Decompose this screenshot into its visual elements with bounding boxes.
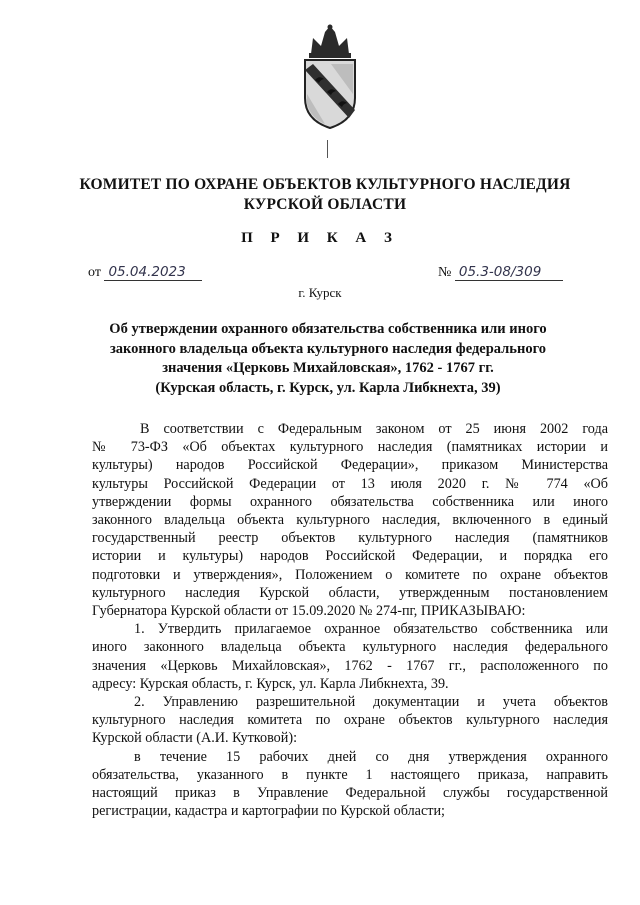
coat-of-arms-icon bbox=[291, 24, 369, 130]
title-line: законного владельца объекта культурного наследия федерального bbox=[109, 340, 547, 357]
document-title bbox=[100, 320, 556, 398]
document-city: г. Курск bbox=[298, 285, 342, 300]
body-line: утверждении формы охранного обязательства собственника или иного bbox=[92, 493, 608, 510]
title-line: значения «Церковь Михайловская», 1762 - 1767 гг. bbox=[162, 360, 494, 376]
document-number bbox=[438, 264, 563, 281]
body-line: 2. Управлению разрешительной документации и учета объектов bbox=[134, 694, 608, 711]
body-line: настоящий приказ в Управление Федеральной службы государственной bbox=[92, 785, 608, 802]
number-prefix: № bbox=[438, 265, 452, 280]
document-date bbox=[88, 264, 202, 281]
document-type: П Р И К А З bbox=[241, 230, 399, 246]
date-prefix: от bbox=[88, 265, 101, 280]
body-line: культуры) народов Российской Федерации», приказом Министерства bbox=[92, 457, 608, 474]
body-line: В соответствии с Федеральным законом от 25 июня 2002 года bbox=[140, 421, 608, 437]
body-line: адресу: Курская область, г. Курск, ул. Карла Либкнехта, 39. bbox=[92, 675, 449, 692]
body-line: Курской области (А.И. Кутковой): bbox=[92, 730, 298, 747]
body-line: № 73-ФЗ «Об объектах культурного наследия (памятниках истории и bbox=[92, 439, 608, 456]
number-value: 05.3-08/309 bbox=[455, 264, 563, 281]
body-line: Губернатора Курской области от 15.09.2020 № 274-пг, ПРИКАЗЫВАЮ: bbox=[92, 603, 526, 620]
date-value: 05.04.2023 bbox=[104, 264, 202, 281]
body-line: культурного наследия Курской области, утвержденным постановлением bbox=[92, 584, 608, 601]
body-line: подготовки и утверждения», Положением о комитете по охране объектов bbox=[92, 566, 608, 583]
body-line: иного законного владельца объекта культурного наследия федерального bbox=[92, 639, 608, 656]
body-line: в течение 15 рабочих дней со дня утверждения охранного bbox=[134, 748, 608, 765]
organization-region: КУРСКОЙ ОБЛАСТИ bbox=[243, 196, 407, 213]
body-line: государственный реестр объектов культурного наследия (памятников bbox=[92, 530, 608, 547]
body-line: истории и культуры) народов Российской Федерации, и порядка его bbox=[92, 548, 608, 565]
document-body bbox=[92, 420, 608, 820]
body-line: культуры Российской Федерации от 13 июля 2020 г. № 774 «Об bbox=[92, 475, 608, 492]
body-line: обязательства, указанного в пункте 1 настоящего приказа, направить bbox=[92, 766, 608, 783]
body-line: законного владельца объекта культурного наследия, включенного в единый bbox=[92, 512, 608, 529]
organization-name: КОМИТЕТ ПО ОХРАНЕ ОБЪЕКТОВ КУЛЬТУРНОГО НАСЛЕДИЯ bbox=[79, 176, 571, 193]
body-line: регистрации, кадастра и картографии по Курской области; bbox=[92, 803, 445, 820]
emblem-stem bbox=[327, 140, 328, 158]
body-line: культурного наследия комитета по охране объектов культурного наследия bbox=[92, 712, 608, 729]
body-line: 1. Утвердить прилагаемое охранное обязательство собственника или bbox=[134, 621, 608, 638]
title-line: Об утверждении охранного обязательства собственника или иного bbox=[109, 321, 547, 337]
body-line: значения «Церковь Михайловская», 1762 - 1767 гг., расположенного по bbox=[92, 657, 608, 674]
title-line: (Курская область, г. Курск, ул. Карла Либкнехта, 39) bbox=[155, 379, 501, 396]
